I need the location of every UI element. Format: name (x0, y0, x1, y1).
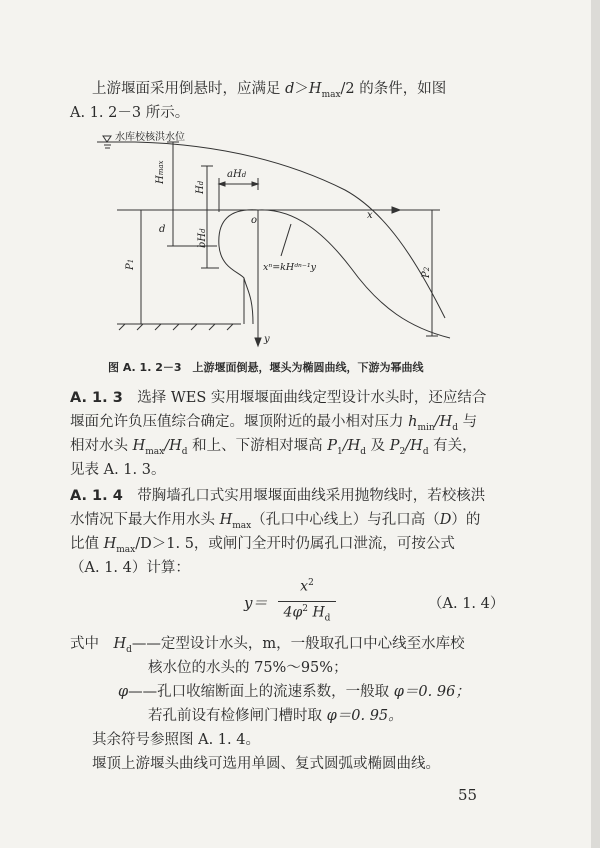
gt-sign: ＞ (294, 81, 309, 97)
symbol-sub-max: max (321, 89, 341, 100)
tail-line1: 其余符号参照图 A. 1. 4。 (92, 732, 260, 748)
section-number-a13: A. 1. 3 (70, 390, 123, 406)
symbol-slash-H: /H (405, 438, 423, 454)
symbol-sub-d: d (126, 644, 132, 655)
a14-line2 (70, 508, 480, 531)
formula-lhs-text: y＝ (244, 594, 268, 612)
a13-and: 及 (366, 438, 390, 454)
symbol-sub-min: min (417, 422, 435, 433)
formula-den-phi: 4φ (283, 604, 303, 621)
formula-den-H: H (308, 604, 325, 621)
symbol-H: H (132, 438, 146, 454)
where-phi-desc1: ——孔口收缩断面上的流速系数，一般取 (128, 684, 394, 700)
formula-den-sup: 2 (302, 604, 308, 614)
symbol-sub-2: 2 (399, 446, 406, 457)
a14-text2-end: ）的 (451, 512, 481, 528)
label-d: d (159, 224, 166, 235)
ground-hatching (119, 324, 233, 330)
formula-num-x: x (300, 578, 309, 595)
free-surface-curve (135, 142, 445, 318)
symbol-h: h (408, 414, 418, 430)
label-origin: o (251, 215, 258, 226)
symbol-sub-d: d (360, 446, 367, 457)
a13-line1 (70, 386, 486, 407)
a13-text3: 相对水头 (70, 438, 133, 454)
label-x: x (367, 210, 373, 221)
formula-tag: （A. 1. 4） (428, 596, 505, 612)
para1-text-end: /2 的条件，如图 (340, 81, 447, 97)
where-Hd-desc1: ——定型设计水头，m，一般取孔口中心线至水库校 (131, 636, 465, 652)
symbol-sub-d: d (452, 422, 458, 433)
para1-line1 (92, 77, 446, 100)
a14-text3-mid: /D＞1. 5，或闸门全开时仍属孔口泄流，可按公式 (135, 536, 455, 552)
label-Hd: Hd (195, 180, 206, 194)
symbol-sub-1: 1 (337, 446, 343, 457)
a13-line2 (70, 410, 477, 433)
label-y: y (264, 334, 270, 345)
equation-leader (281, 224, 291, 256)
label-Hmax: Hmax (155, 160, 166, 184)
tail-line2: 堰顶上游堰头曲线可选用单圆、复式圆弧或椭圆曲线。 (92, 756, 440, 772)
symbol-slash-H: /H (434, 414, 453, 430)
symbol-sub-d: d (422, 446, 429, 457)
label-power-equation: xⁿ=kHᵈⁿ⁻¹y (263, 262, 317, 273)
a14-line3 (70, 532, 455, 555)
where-line3 (118, 680, 470, 701)
a13-line3 (70, 434, 477, 457)
a14-text1: 带胸墙孔口式实用堰堰面曲线采用抛物线时，若校核洪 (137, 488, 486, 504)
formula-lhs (244, 592, 267, 613)
a13-text2: 堰面允许负压值综合确定。堰顶附近的最小相对压力 (70, 414, 409, 430)
y-axis-arrow (255, 338, 261, 346)
formula-denominator (278, 604, 336, 623)
a14-line4: （A. 1. 4）计算： (70, 560, 190, 576)
where-line2: 核水位的水头的 75%～95%； (148, 660, 348, 676)
symbol-sub-max: max (116, 544, 136, 555)
water-level-marker-icon (103, 136, 111, 142)
label-P1: P1 (125, 258, 136, 270)
para1-text: 上游堰面采用倒悬时，应满足 (92, 81, 286, 97)
symbol-sub-d: d (181, 446, 188, 457)
label-bHd: bHd (197, 228, 208, 248)
figure-caption: 图 A. 1. 2－3 上游堰面倒悬，堰头为椭圆曲线，下游为幂曲线 (108, 361, 424, 374)
where-phi-val1: φ＝0. 96； (393, 684, 470, 700)
label-reservoir-level: 水库校核洪水位 (115, 132, 185, 143)
formula-den-sub: d (324, 613, 331, 624)
para1-line2: A. 1. 2－3 所示。 (70, 105, 190, 121)
symbol-phi: φ (118, 684, 129, 700)
section-number-a14: A. 1. 4 (70, 488, 123, 504)
where-intro: 式中 (70, 636, 99, 652)
symbol-sub-max: max (145, 446, 165, 457)
a14-text2: 水情况下最大作用水头 (70, 512, 220, 528)
symbol-d: d (285, 81, 295, 97)
symbol-P: P (327, 438, 338, 454)
symbol-slash-H: /H (164, 438, 182, 454)
a14-text2-mid: （孔口中心线上）与孔口高（ (251, 512, 440, 528)
page-edge (591, 0, 600, 848)
fraction-bar (278, 601, 336, 602)
a14-text3: 比值 (70, 536, 104, 552)
symbol-H: H (113, 636, 127, 652)
where-line4 (148, 704, 403, 725)
formula-num-sup: 2 (308, 578, 314, 588)
weir-step (244, 278, 253, 324)
x-axis-arrow (392, 207, 400, 213)
symbol-slash-H: /H (342, 438, 361, 454)
a13-text3-mid: 和上、下游相对堰高 (187, 438, 328, 454)
where-line1 (70, 632, 465, 655)
formula-numerator (278, 578, 336, 595)
a14-line1 (70, 484, 485, 505)
figure-weir-profile (95, 128, 495, 350)
label-aHd: aHd (227, 169, 247, 180)
symbol-H: H (103, 536, 117, 552)
a13-line4: 见表 A. 1. 3。 (70, 462, 166, 478)
symbol-H: H (219, 512, 233, 528)
a13-text1: 选择 WES 实用堰堰面曲线定型设计水头时，还应结合 (137, 390, 487, 406)
symbol-H: H (308, 81, 322, 97)
where-phi-val2: φ＝0. 95。 (326, 708, 403, 724)
symbol-sub-max: max (232, 520, 252, 531)
page-number: 55 (458, 786, 478, 804)
symbol-P: P (389, 438, 400, 454)
where-phi-desc2: 若孔前设有检修闸门槽时取 (148, 708, 327, 724)
a13-text3-end: 有关， (428, 438, 477, 454)
a13-text2-end: 与 (457, 414, 478, 430)
label-P2: P2 (421, 266, 432, 278)
symbol-D: D (439, 512, 452, 528)
